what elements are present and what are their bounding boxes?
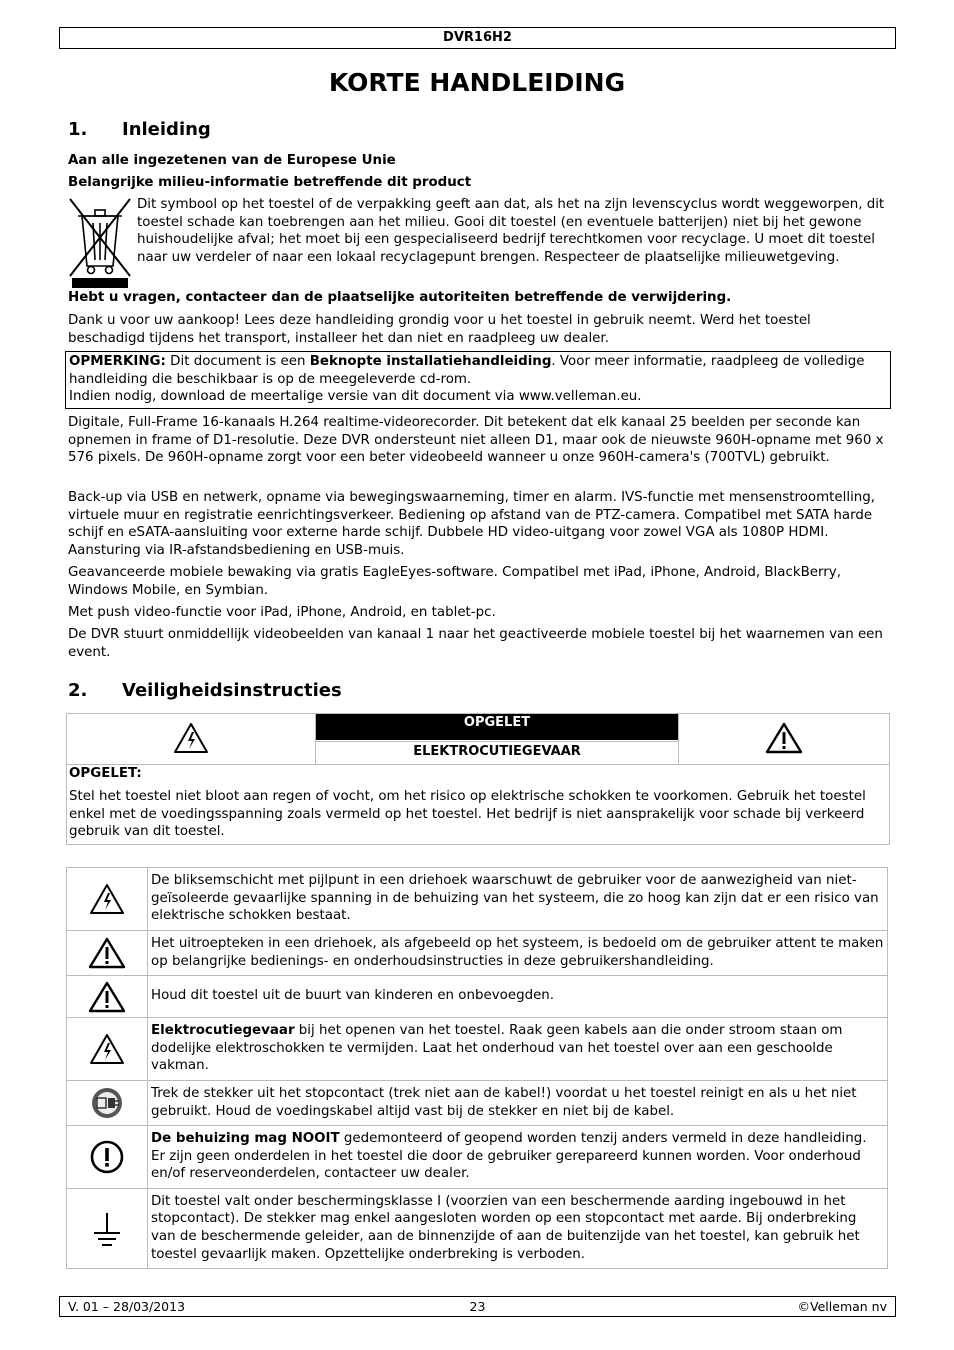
table-row <box>67 1081 888 1126</box>
icon-cell <box>67 931 148 976</box>
paragraph-mobile: Geavanceerde mobiele bewaking via gratis EagleEyes-software. Compatibel met iPad, iPhone, Android, BlackBerry, Windows Mobile, en Symbian. <box>68 565 841 598</box>
footer-page-number: 23 <box>469 1299 486 1314</box>
row-body: Dit toestel valt onder beschermingsklasse I (voorzien van een beschermende aarding ingebouwd in het stopcontact). De stekker mag enkel aangesloten worden op een stopcontact met aarde. Bij onderbreking van de beschermende geleider, aan de binnenzijde of aan de buitenzijde van het toestel, kan gebruik het toestel gevaarlijk maken. Opzettelijke onderbreking is verboden. <box>151 1193 860 1262</box>
row-text <box>148 931 888 976</box>
row-text <box>148 1081 888 1126</box>
page-header-model: DVR16H2 <box>59 27 896 49</box>
row-body: Houd dit toestel uit de buurt van kinderen en onbevoegden. <box>151 988 555 1004</box>
page-title: KORTE HANDLEIDING <box>328 68 626 97</box>
safety-table <box>66 867 888 1269</box>
ground-icon <box>92 1211 122 1247</box>
lightning-triangle-icon <box>89 883 125 915</box>
row-bold: Elektrocutiegevaar <box>151 1023 295 1039</box>
weee-text: Dit symbool op het toestel of de verpakking geeft aan dat, als het na zijn levenscyclus wordt weggeworpen, dit toestel schade kan toebrengen aan het milieu. Gooi dit toestel (en eventuele batterijen) niet bij het gewone huishoudelijke afval; het moet bij een gespecialiseerd bedrijf terechtkomen voor recyclage. U moet dit toestel naar uw verdeler of naar een lokaal recyclagepunt brengen. Respecteer de plaatselijke milieuwetgeving. <box>137 197 885 265</box>
icon-cell <box>67 1189 148 1269</box>
paragraph-backup: Back-up via USB en netwerk, opname via bewegingswaarneming, timer en alarm. IVS-functie met mensenstroomtelling, virtuele muur en registratie eenrichtingsverkeer. Bediening op afstand van de PTZ-camera. Compatibel met SATA harde schijf en eSATA-aansluiting voor externe harde schijf. Dubbele HD video-uitgang voor zowel VGA als 1080P HDMI. Aansturing via IR-afstandsbediening en USB-muis. <box>68 490 876 558</box>
eu-line: Aan alle ingezetenen van de Europese Unie <box>68 153 396 168</box>
row-body: gedemonteerd of geopend worden tenzij anders vermeld in deze handleiding. Er zijn geen onderdelen in het toestel die door de gebruiker gerepareerd kunnen worden. Voor onderhoud en/of reserveonderdelen, contacteer uw dealer. <box>151 1131 867 1182</box>
caution-text: Stel het toestel niet bloot aan regen of vocht, om het risico op elektrische schokken te voorkomen. Gebruik het toestel enkel met de voedingsspanning zoals vermeld op het toestel. Het bedrijf is niet aansprakelijk voor schade bij verkeerd gebruik van dit toestel. <box>69 789 866 840</box>
note-label: OPMERKING: <box>69 354 166 369</box>
footer-copyright: ©Velleman nv <box>797 1299 887 1314</box>
table-row <box>67 868 888 931</box>
note-bold: Beknopte installatiehandleiding <box>309 354 552 369</box>
section-number: 2. <box>68 680 88 701</box>
note-download-line: Indien nodig, download de meertalige versie van dit document via www.velleman.eu. <box>69 389 642 405</box>
exclamation-circle-icon <box>90 1140 124 1174</box>
section-title: Veiligheidsinstructies <box>122 680 342 701</box>
icon-cell <box>67 1126 148 1189</box>
table-row <box>67 931 888 976</box>
thanks-paragraph: Dank u voor uw aankoop! Lees deze handleiding grondig voor u het toestel in gebruik neemt. Werd het toestel beschadigd tijdens het transport, installeer het dan niet en raadpleeg uw dealer. <box>68 313 811 346</box>
lightning-triangle-icon <box>173 722 209 754</box>
warning-label-opgelet: OPGELET <box>316 714 678 740</box>
warning-box <box>66 713 890 845</box>
icon-cell <box>67 1081 148 1126</box>
row-text <box>148 1189 888 1269</box>
note-box <box>65 351 891 409</box>
row-body: bij het openen van het toestel. Raak geen kabels aan die onder stroom staan om dodelijke elektroschokken te vermijden. Laat het onderhoud van het toestel over aan een geschoolde vakman. <box>151 1023 843 1074</box>
warning-label-elektrocutie: ELEKTROCUTIEGEVAAR <box>316 741 678 765</box>
footer-version: V. 01 – 28/03/2013 <box>68 1299 186 1314</box>
note-text <box>69 353 887 406</box>
note-text-part: . Voor meer informatie, raadpleeg de volledige handleiding die beschikbaar is op de meegeleverde cd-rom. <box>69 354 865 387</box>
paragraph-push: Met push video-functie voor iPad, iPhone, Android, en tablet-pc. <box>68 605 496 620</box>
warning-header-row <box>67 714 889 765</box>
section-heading-veiligheid <box>68 679 342 703</box>
weee-crossed-bin-icon <box>68 196 132 290</box>
section-heading-inleiding <box>68 118 211 142</box>
icon-cell <box>67 1018 148 1081</box>
warning-right-cell <box>678 714 890 764</box>
icon-cell <box>67 868 148 931</box>
exclamation-triangle-icon <box>88 981 126 1013</box>
exclamation-triangle-icon <box>765 722 803 754</box>
row-body: Het uitroepteken in een driehoek, als afgebeeld op het systeem, is bedoeld om de gebruiker attent te maken op belangrijke bedienings- en onderhoudsinstructies in deze gebruikershandleiding. <box>151 935 884 969</box>
table-row <box>67 1018 888 1081</box>
table-row <box>67 976 888 1018</box>
section-title: Inleiding <box>122 119 211 140</box>
row-body: Trek de stekker uit het stopcontact (trek niet aan de kabel!) voordat u het toestel reinigt en als u het niet gebruikt. Houd de voedingskabel altijd vast bij de stekker en niet bij de kabel. <box>151 1085 857 1119</box>
note-text-part: Dit document is een <box>165 354 310 369</box>
row-body: De bliksemschicht met pijlpunt in een driehoek waarschuwt de gebruiker voor de aanwezigheid van niet-geïsoleerde gevaarlijke spanning in de behuizing van het systeem, die zo hoog kan zijn dat er een risico van elektrische schokken bestaat. <box>151 873 879 924</box>
paragraph-features: Digitale, Full-Frame 16-kanaals H.264 realtime-videorecorder. Dit betekent dat elk kanaal 25 beelden per seconde kan opnemen in frame of D1-resolutie. Deze DVR ondersteunt niet alleen D1, maar ook de nieuwste 960H-opname met 960 x 576 pixels. De 960H-opname zorgt voor een beter videobeeld wanneer u onze 960H-camera's (700TVL) gebruikt. <box>68 415 884 466</box>
icon-cell <box>67 976 148 1018</box>
table-row <box>67 1126 888 1189</box>
unplug-icon <box>91 1087 123 1119</box>
row-text <box>148 868 888 931</box>
lightning-triangle-icon <box>89 1033 125 1065</box>
questions-line: Hebt u vragen, contacteer dan de plaatselijke autoriteiten betreffende de verwijdering. <box>68 290 732 305</box>
section-number: 1. <box>68 119 88 140</box>
row-text <box>148 1126 888 1189</box>
warning-left-cell <box>67 714 316 764</box>
environment-line: Belangrijke milieu-informatie betreffende dit product <box>68 175 472 190</box>
row-text <box>148 1018 888 1081</box>
row-text <box>148 976 888 1018</box>
page-footer <box>59 1296 896 1317</box>
table-row <box>67 1189 888 1269</box>
paragraph-event: De DVR stuurt onmiddellijk videobeelden van kanaal 1 naar het geactiveerde mobiele toestel bij het waarnemen van een event. <box>68 627 883 660</box>
exclamation-triangle-icon <box>88 937 126 969</box>
caution-label: OPGELET: <box>69 766 142 781</box>
row-bold: De behuizing mag NOOIT <box>151 1131 340 1147</box>
